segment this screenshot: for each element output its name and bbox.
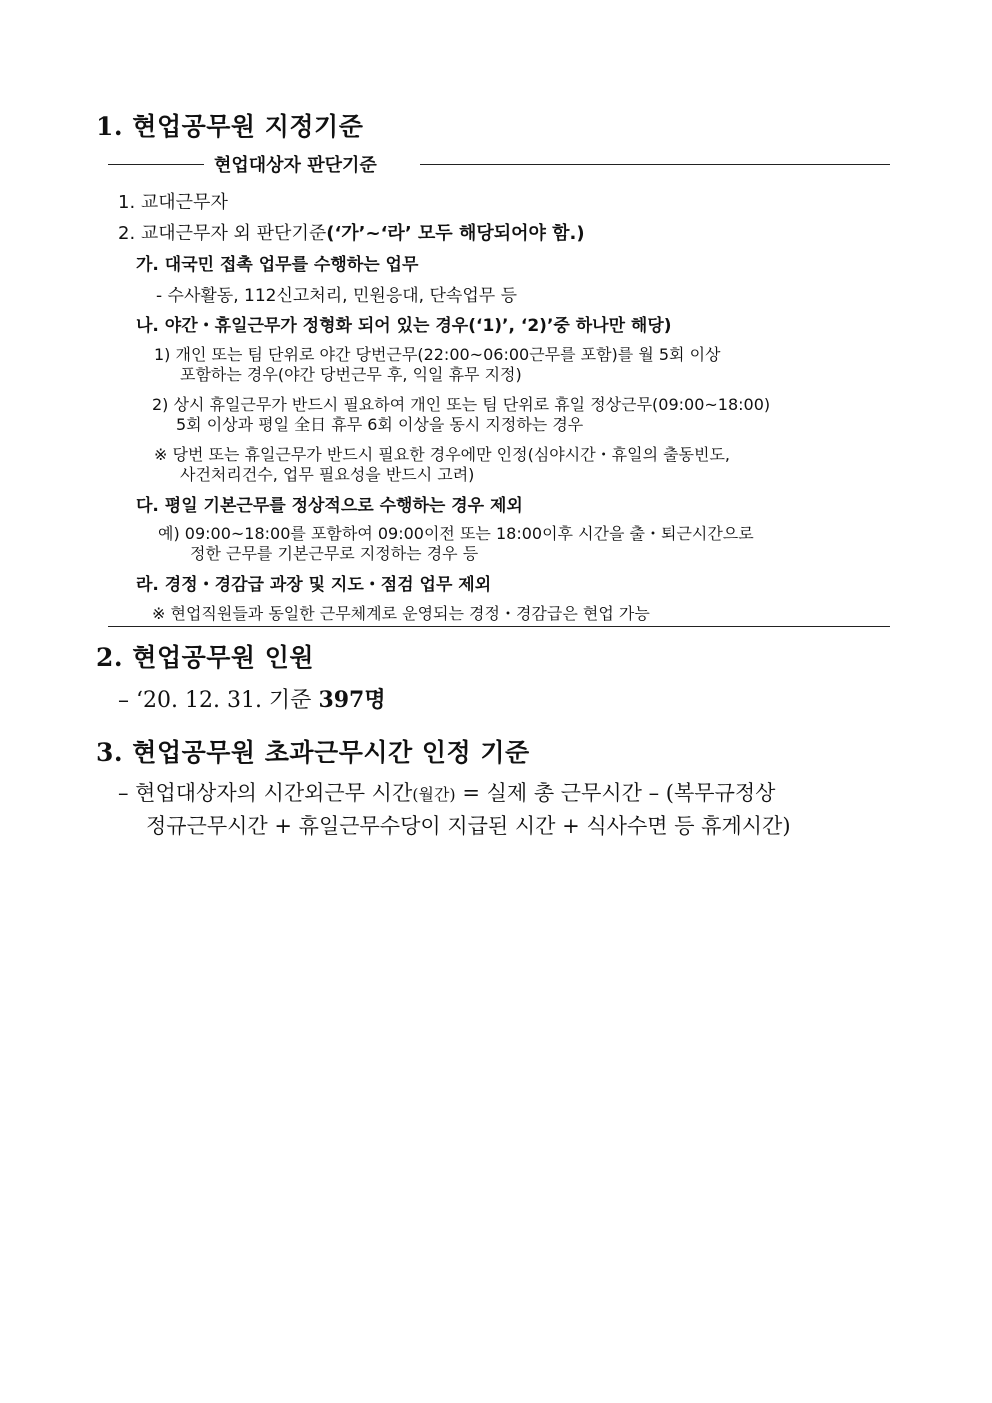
section2-heading: 2. 현업공무원 인원 xyxy=(96,643,315,672)
section3-formula-monthly: (월간) xyxy=(412,785,456,804)
criterion-ga-title: 가. 대국민 접촉 업무를 수행하는 업무 xyxy=(136,255,419,275)
box-title: 현업대상자 판단기준 xyxy=(214,155,377,176)
item-1: 1. 교대근무자 xyxy=(118,192,228,213)
criterion-na-title: 나. 야간・휴일근무가 정형화 되어 있는 경우(‘1)’, ‘2)’중 하나만 해당) xyxy=(136,316,672,336)
criterion-ga-detail: - 수사활동, 112신고처리, 민원응대, 단속업무 등 xyxy=(156,286,517,306)
item-2-condition: (‘가’~‘라’ 모두 해당되어야 함.) xyxy=(326,223,585,244)
criterion-na-2-line2: 5회 이상과 평일 全日 휴무 6회 이상을 동시 지정하는 경우 xyxy=(176,415,584,434)
section2-date: – ‘20. 12. 31. 기준 xyxy=(118,688,319,713)
criterion-na-2-line1: 2) 상시 휴일근무가 반드시 필요하여 개인 또는 팀 단위로 휴일 정상근무(09:00~18:00) xyxy=(152,395,771,414)
criterion-na-1-line2: 포함하는 경우(야간 당번근무 후, 익일 휴무 지정) xyxy=(180,365,522,384)
criterion-na-note-line2: 사건처리건수, 업무 필요성을 반드시 고려) xyxy=(180,465,475,484)
criterion-na-note-line1: ※ 당번 또는 휴일근무가 반드시 필요한 경우에만 인정(심야시간・휴일의 출동빈도, xyxy=(154,445,731,464)
criterion-da-title: 다. 평일 기본근무를 정상적으로 수행하는 경우 제외 xyxy=(136,496,523,516)
section3-formula-line2: 정규근무시간 + 휴일근무수당이 지급된 시간 + 식사수면 등 휴게시간) xyxy=(146,814,791,838)
box-top-rule-left xyxy=(108,164,204,165)
criterion-ra-note: ※ 현업직원들과 동일한 근무체계로 운영되는 경정・경감급은 현업 가능 xyxy=(152,604,650,623)
section3-formula-end: = 실제 총 근무시간 – (복무규정상 xyxy=(455,781,776,805)
item-2-text: 2. 교대근무자 외 판단기준 xyxy=(118,223,327,244)
criterion-da-example-line1: 예) 09:00~18:00를 포함하여 09:00이전 또는 18:00이후 시간을 출・퇴근시간으로 xyxy=(158,524,754,543)
criterion-na-1-line1: 1) 개인 또는 팀 단위로 야간 당번근무(22:00~06:00근무를 포함)를 월 5회 이상 xyxy=(154,345,721,364)
section1-heading: 1. 현업공무원 지정기준 xyxy=(96,112,364,141)
section3-formula-start: – 현업대상자의 시간외근무 시간 xyxy=(118,781,413,805)
section3-formula-line1 xyxy=(118,777,775,807)
criterion-ra-title: 라. 경정・경감급 과장 및 지도・점검 업무 제외 xyxy=(136,575,492,595)
section3-heading: 3. 현업공무원 초과근무시간 인정 기준 xyxy=(96,738,530,767)
section2-count: 397명 xyxy=(318,687,386,713)
box-top-rule-right xyxy=(420,164,890,165)
criterion-da-example-line2: 정한 근무를 기본근무로 지정하는 경우 등 xyxy=(190,544,479,563)
item-2 xyxy=(118,219,585,245)
box-bottom-rule xyxy=(108,626,890,627)
section2-count-line xyxy=(118,683,386,714)
